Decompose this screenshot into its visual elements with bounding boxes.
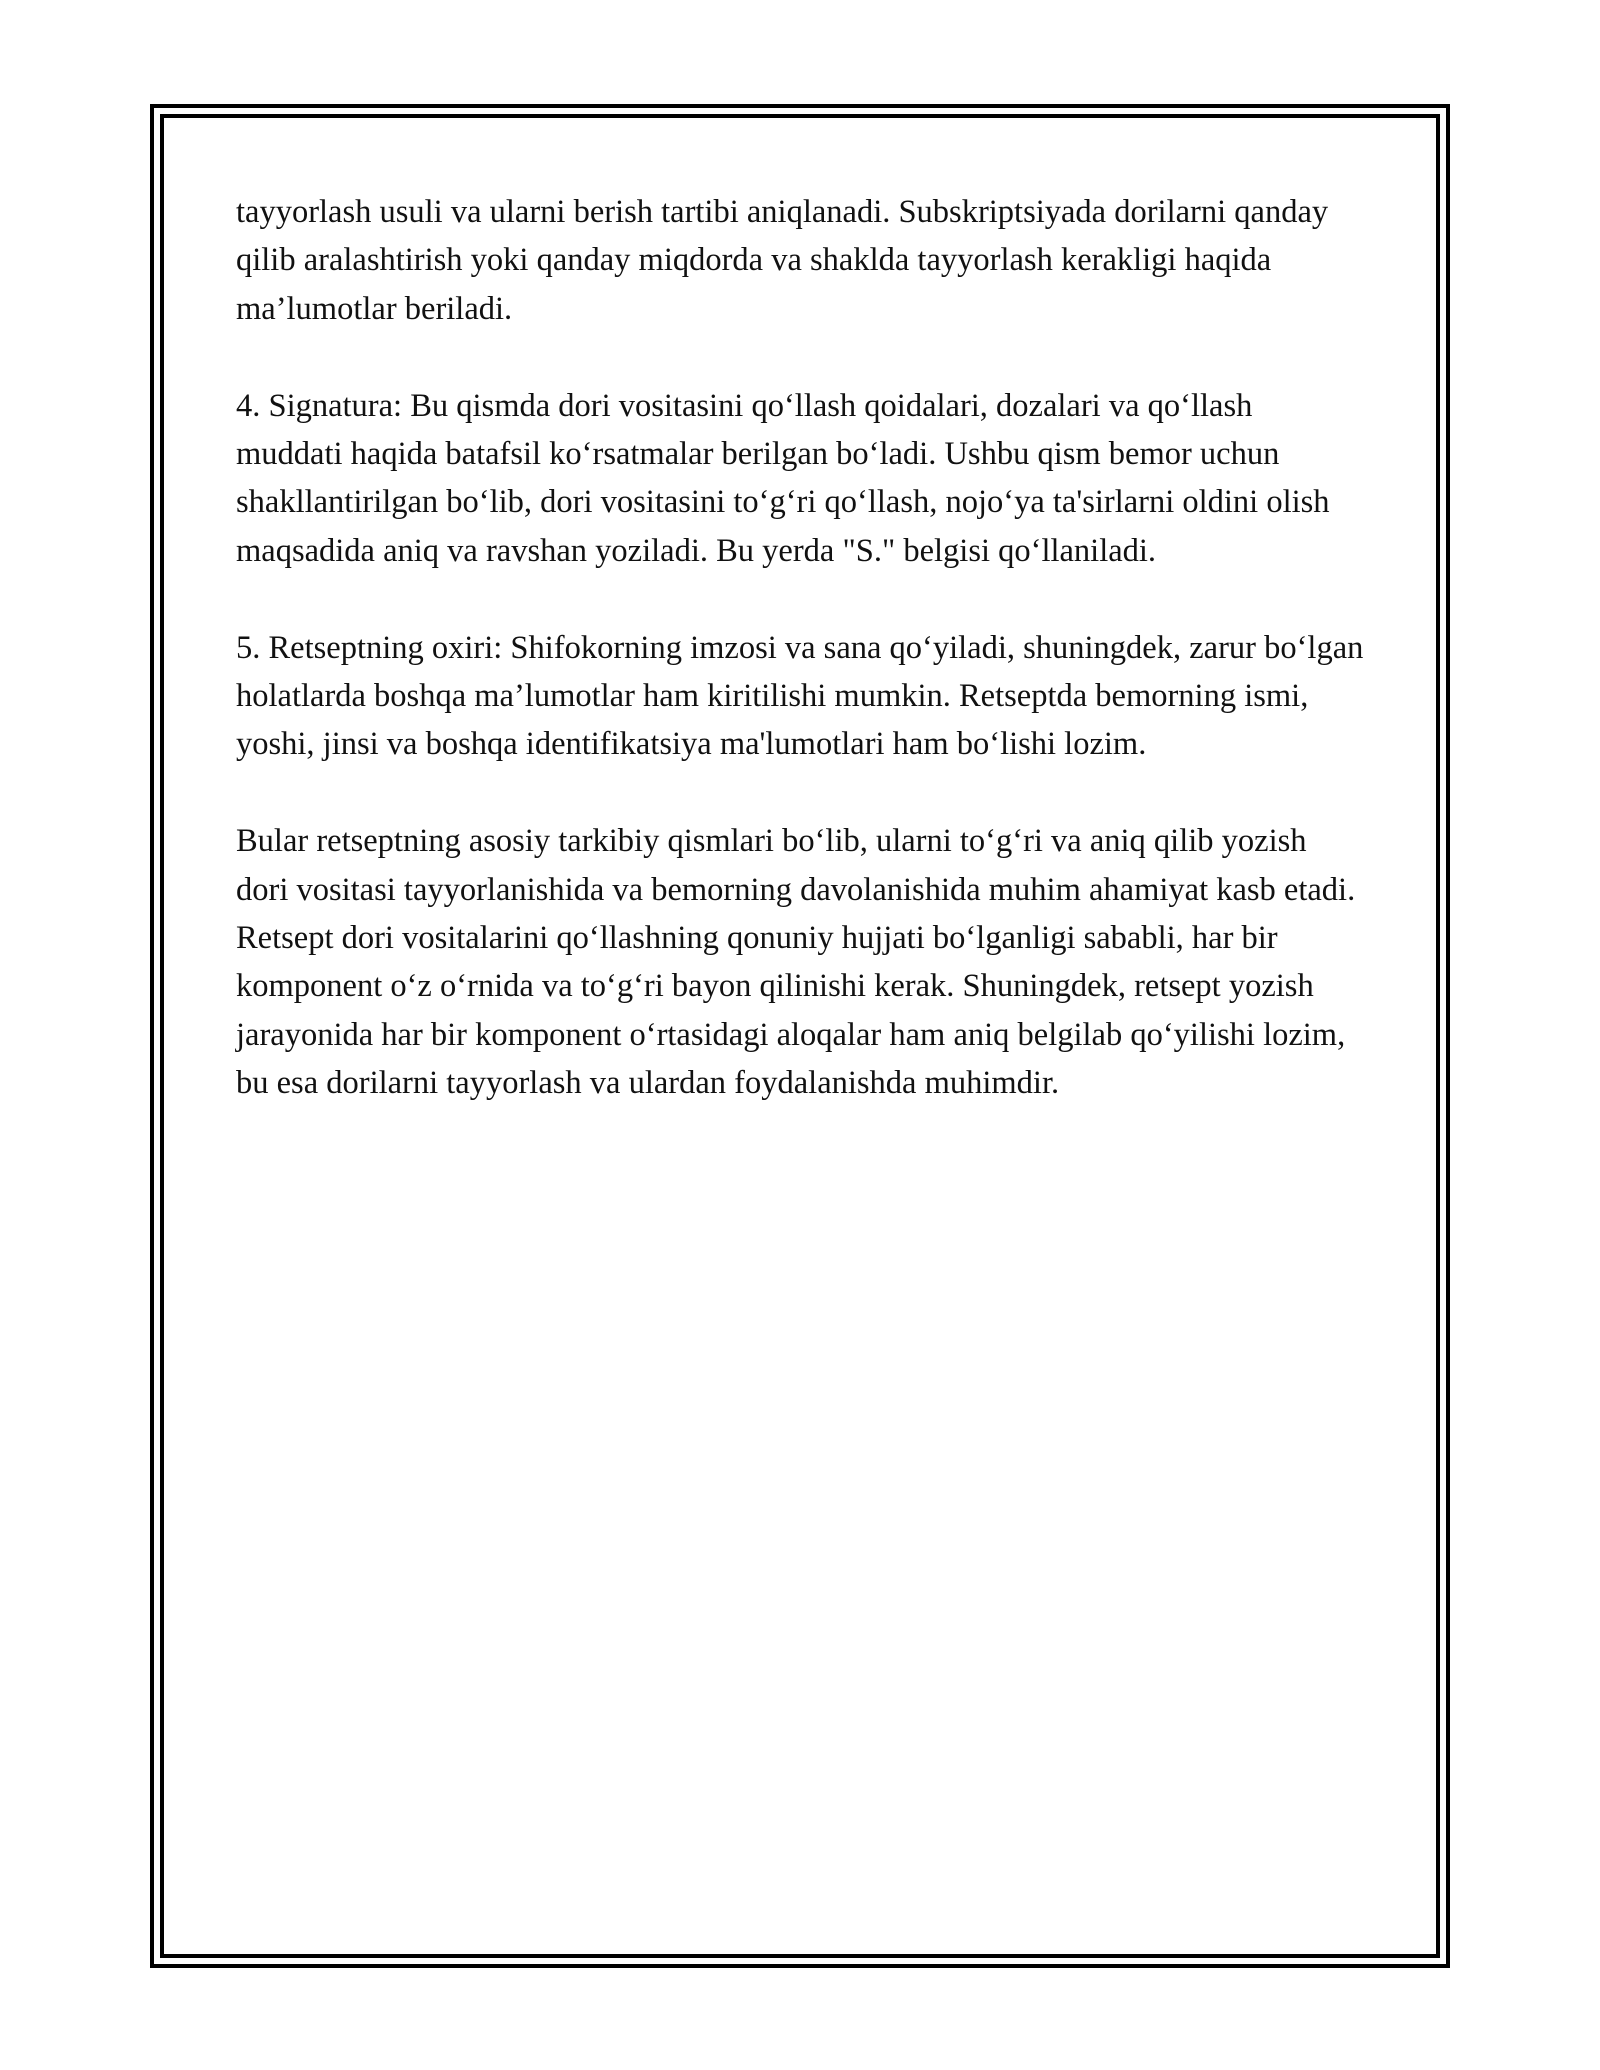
paragraph-prescription-end: 5. Retseptning oxiri: Shifokorning imzosi va sana qo‘yiladi, shuningdek, zarur bo‘lgan holatlarda boshqa ma’lumotlar ham kiritilishi mumkin. Retseptda bemorning ismi, yoshi, jinsi va boshqa identifikatsiya ma'lumotlari ham bo‘lishi lozim. (236, 629, 1364, 763)
paragraph-signatura: 4. Signatura: Bu qismda dori vositasini qo‘llash qoidalari, dozalari va qo‘llash muddati haqida batafsil ko‘rsatmalar berilgan bo‘ladi. Ushbu qism bemor uchun shakllantirilgan bo‘lib, dori vositasini to‘g‘ri qo‘llash, nojo‘ya ta'sirlarni oldini olish maqsadida aniq va ravshan yoziladi. Bu yerda "S." belgisi qo‘llaniladi. (236, 387, 1330, 569)
paragraph-subscription-continued: tayyorlash usuli va ularni berish tartibi aniqlanadi. Subskriptsiyada dorilarni qanday qilib aralashtirish yoki qanday miqdorda va shaklda tayyorlash kerakligi haqida ma’lumotlar beriladi. (236, 194, 1329, 327)
document-body (236, 188, 1366, 1156)
paragraph-conclusion: Bular retseptning asosiy tarkibiy qismlari bo‘lib, ularni to‘g‘ri va aniq qilib yozish dori vositasi tayyorlanishida va bemorning davolanishida muhim ahamiyat kasb etadi. Retsept dori vositalarini qo‘llashning qonuniy hujjati bo‘lganligi sababli, har bir komponent o‘z o‘rnida va to‘g‘ri bayon qilinishi kerak. Shuningdek, retsept yozish jarayonida har bir komponent o‘rtasidagi aloqalar ham aniq belgilab qo‘yilishi lozim, bu esa dorilarni tayyorlash va ulardan foydalanishda muhimdir. (236, 823, 1356, 1102)
